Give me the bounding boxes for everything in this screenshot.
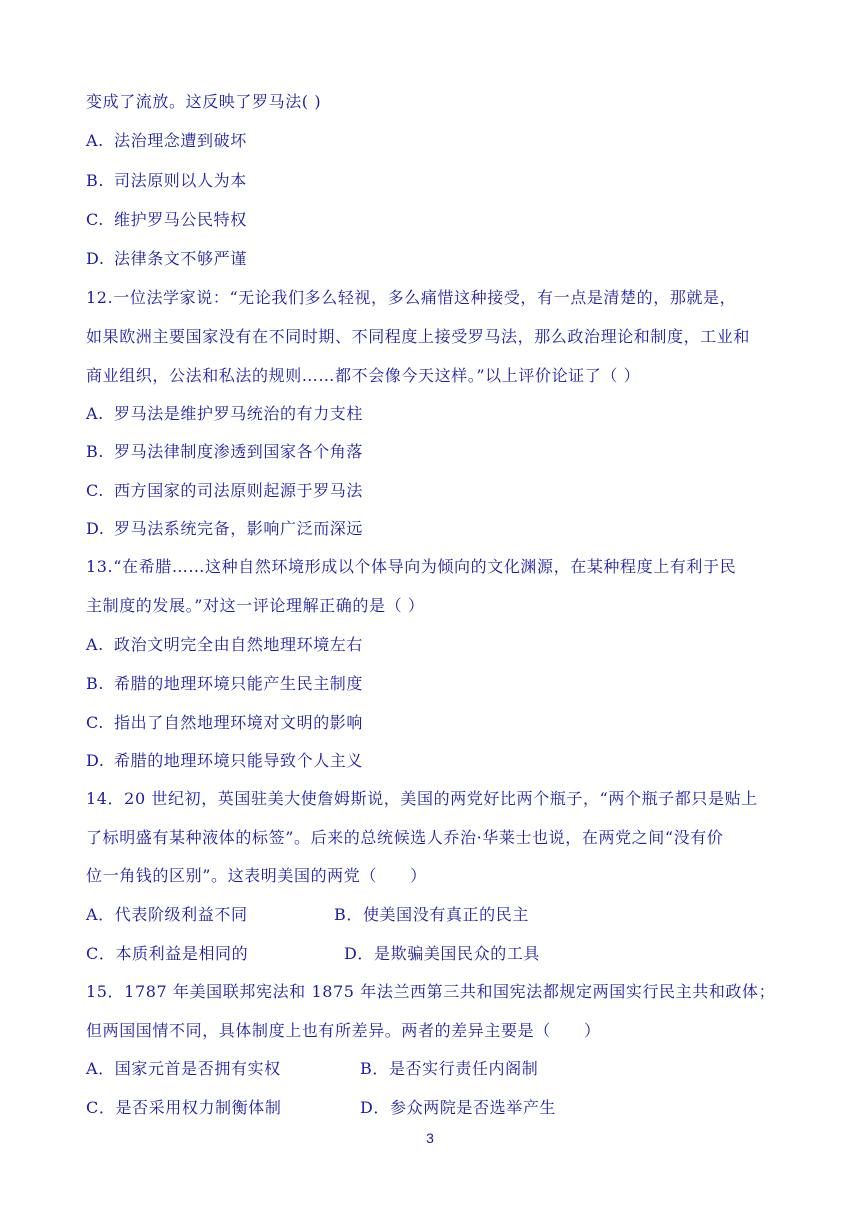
page-number: 3 bbox=[426, 1130, 434, 1146]
q12-option-d bbox=[86, 519, 363, 539]
q15-option-d: D．参众两院是否选举产生 bbox=[360, 1098, 557, 1117]
option-text: 罗马法律制度渗透到国家各个角落 bbox=[114, 442, 364, 461]
q12-option-c bbox=[86, 481, 363, 501]
q15-option-a: A．国家元首是否拥有实权 bbox=[86, 1059, 281, 1078]
q11-option-b bbox=[86, 171, 247, 191]
q15-option-c: C．是否采用权力制衡体制 bbox=[86, 1098, 282, 1117]
option-text: 指出了自然地理环境对文明的影响 bbox=[114, 713, 364, 732]
option-letter: D. bbox=[86, 249, 105, 268]
q13-stem-line-2: 主制度的发展。”对这一评论理解正确的是（ ） bbox=[86, 596, 425, 615]
q11-option-a bbox=[86, 131, 247, 151]
option-letter: C. bbox=[86, 713, 104, 732]
option-text: 法律条文不够严谨 bbox=[114, 249, 247, 268]
option-text: 希腊的地理环境只能产生民主制度 bbox=[114, 674, 364, 693]
q13-option-c bbox=[86, 713, 363, 733]
option-text: 司法原则以人为本 bbox=[114, 171, 247, 190]
option-letter: C. bbox=[86, 210, 104, 229]
q12-option-a bbox=[86, 404, 363, 424]
q13-stem-line-1: 13.“在希腊……这种自然环境形成以个体导向为倾向的文化渊源，在某种程度上有利于民 bbox=[86, 557, 737, 576]
q15-stem-line-2: 但两国国情不同，具体制度上也有所差异。两者的差异主要是（ ） bbox=[86, 1021, 601, 1040]
option-text: 法治理念遭到破坏 bbox=[114, 131, 247, 150]
option-text: 维护罗马公民特权 bbox=[114, 210, 247, 229]
option-text: 西方国家的司法原则起源于罗马法 bbox=[114, 481, 364, 500]
q12-stem-line-2: 如果欧洲主要国家没有在不同时期、不同程度上接受罗马法，那么政治理论和制度，工业和 bbox=[86, 327, 751, 346]
q12-stem-line-1: 12.一位法学家说：“无论我们多么轻视，多么痛惜这种接受，有一点是清楚的，那就是， bbox=[86, 288, 737, 307]
q14-option-c: C．本质利益是相同的 bbox=[86, 944, 249, 963]
q14-option-a: A．代表阶级利益不同 bbox=[86, 905, 248, 924]
q15-stem-line-1: 15．1787 年美国联邦宪法和 1875 年法兰西第三共和国宪法都规定两国实行民主共和政体； bbox=[86, 982, 776, 1001]
q14-stem-line-3: 位一角钱的区别”。这表明美国的两党（ ） bbox=[86, 866, 427, 885]
option-text: 希腊的地理环境只能导致个人主义 bbox=[114, 751, 364, 770]
q13-option-a bbox=[86, 635, 363, 655]
option-letter: A. bbox=[86, 635, 104, 654]
q14-stem-line-2: 了标明盛有某种液体的标签”。后来的总统候选人乔治·华莱士也说，在两党之间“没有价 bbox=[86, 828, 724, 847]
option-letter: B. bbox=[86, 674, 105, 693]
q13-option-b bbox=[86, 674, 363, 694]
option-text: 罗马法是维护罗马统治的有力支柱 bbox=[114, 404, 364, 423]
q12-stem-line-3: 商业组织，公法和私法的规则……都不会像今天这样。”以上评价论证了（ ） bbox=[86, 366, 641, 385]
option-letter: D. bbox=[86, 751, 105, 770]
q12-option-b bbox=[86, 442, 363, 462]
option-letter: C. bbox=[86, 481, 104, 500]
q15-option-b: B．是否实行责任内阁制 bbox=[360, 1059, 539, 1078]
q11-stem-end: 变成了流放。这反映了罗马法( ) bbox=[86, 92, 322, 111]
option-letter: A. bbox=[86, 131, 104, 150]
q13-option-d bbox=[86, 751, 363, 771]
q11-option-c bbox=[86, 210, 247, 230]
option-text: 罗马法系统完备，影响广泛而深远 bbox=[114, 519, 364, 538]
option-letter: B. bbox=[86, 171, 105, 190]
option-letter: D. bbox=[86, 519, 105, 538]
q14-option-b: B．使美国没有真正的民主 bbox=[334, 905, 529, 924]
q11-option-d bbox=[86, 249, 247, 269]
q14-option-d: D．是欺骗美国民众的工具 bbox=[344, 944, 541, 963]
option-text: 政治文明完全由自然地理环境左右 bbox=[114, 635, 364, 654]
option-letter: A. bbox=[86, 404, 104, 423]
q14-stem-line-1: 14．20 世纪初，英国驻美大使詹姆斯说，美国的两党好比两个瓶子，“两个瓶子都只是贴上 bbox=[86, 789, 758, 808]
option-letter: B. bbox=[86, 442, 105, 461]
